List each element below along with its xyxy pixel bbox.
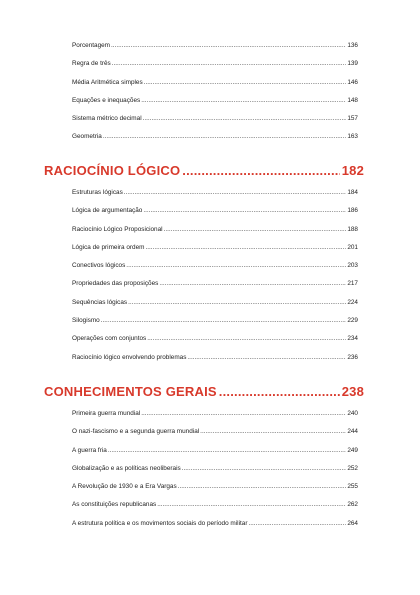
toc-entry[interactable]: [72, 184, 358, 202]
toc-entry[interactable]: [72, 55, 358, 73]
toc-block-conhecimentos: [72, 405, 358, 533]
leader-dots: [112, 55, 347, 73]
toc-entry[interactable]: [72, 496, 358, 514]
toc-entry-page: 264: [347, 519, 358, 527]
toc-entry-label: Operações com conjuntos: [72, 335, 147, 343]
toc-entry-label: Regra de três: [72, 60, 111, 68]
toc-entry[interactable]: [72, 202, 358, 220]
leader-dots: [143, 110, 347, 128]
section-title: RACIOCÍNIO LÓGICO: [44, 163, 181, 178]
toc-entry[interactable]: [72, 478, 358, 496]
toc-entry-page: 229: [347, 317, 358, 325]
toc-entry-label: Sequências lógicas: [72, 298, 128, 306]
leader-dots: [145, 239, 346, 257]
toc-entry[interactable]: [72, 257, 358, 275]
toc-entry-label: Globalização e as políticas neoliberais: [72, 464, 181, 472]
leader-dots: [141, 405, 346, 423]
toc-entry-page: 224: [347, 298, 358, 306]
section-heading-conhecimentos[interactable]: [44, 384, 364, 399]
toc-entry[interactable]: [72, 92, 358, 110]
toc-entry-label: A Revolução de 1930 e a Era Vargas: [72, 483, 177, 491]
leader-dots: [187, 349, 346, 367]
toc-block-top: [72, 37, 358, 147]
toc-entry-page: 244: [347, 428, 358, 436]
leader-dots: [147, 330, 346, 348]
section-page: 182: [341, 163, 364, 178]
toc-entry[interactable]: [72, 239, 358, 257]
toc-entry-label: A estrutura política e os movimentos sociais do período militar: [72, 519, 248, 527]
toc-entry-label: O nazi-fascismo e a segunda guerra mundial: [72, 428, 200, 436]
leader-dots: [182, 163, 339, 178]
toc-entry-label: Porcentagem: [72, 42, 111, 49]
toc-entry-page: 139: [347, 60, 358, 68]
toc-entry-page: 186: [347, 207, 358, 215]
toc-entry[interactable]: [72, 275, 358, 293]
toc-entry[interactable]: [72, 110, 358, 128]
section-heading-raciocinio[interactable]: [44, 163, 364, 178]
toc-entry-page: 262: [347, 501, 358, 509]
leader-dots: [126, 257, 346, 275]
toc-entry-label: Propriedades das proposições: [72, 280, 159, 288]
toc-block-raciocinio: [72, 184, 358, 367]
toc-entry-page: 234: [347, 335, 358, 343]
leader-dots: [108, 442, 347, 460]
toc-entry-label: Estruturas lógicas: [72, 189, 123, 196]
toc-entry-page: 217: [347, 280, 358, 288]
section-page: 238: [341, 384, 364, 399]
toc-entry-page: 146: [347, 78, 358, 86]
toc-entry-label: A guerra fria: [72, 446, 107, 454]
leader-dots: [101, 312, 347, 330]
toc-entry-label: Média Aritmética simples: [72, 78, 143, 86]
toc-entry-page: 236: [347, 353, 358, 361]
toc-entry-label: Conectivos lógicos: [72, 262, 126, 270]
toc-entry-page: 240: [347, 410, 358, 417]
leader-dots: [144, 74, 347, 92]
leader-dots: [159, 275, 346, 293]
toc-entry-label: Silogismo: [72, 317, 100, 325]
toc-entry-label: Equações e inequações: [72, 96, 141, 104]
toc-entry-label: Primeira guerra mundial: [72, 410, 141, 417]
toc-entry-label: Lógica de argumentação: [72, 207, 143, 215]
toc-entry-page: 188: [347, 225, 358, 233]
toc-entry-label: Raciocínio lógico envolvendo problemas: [72, 353, 187, 361]
toc-entry-page: 148: [347, 96, 358, 104]
toc-entry[interactable]: [72, 312, 358, 330]
section-title: CONHECIMENTOS GERAIS: [44, 384, 217, 399]
toc-entry-label: Raciocínio Lógico Proposicional: [72, 225, 163, 233]
toc-entry-page: 157: [347, 115, 358, 123]
toc-entry-page: 163: [347, 133, 358, 141]
toc-entry-label: Lógica de primeira ordem: [72, 243, 145, 251]
toc-entry-page: 255: [347, 483, 358, 491]
toc-entry-label: Geometria: [72, 133, 102, 141]
leader-dots: [164, 221, 347, 239]
toc-entry[interactable]: [72, 423, 358, 441]
toc-entry-page: 184: [347, 189, 358, 196]
leader-dots: [103, 128, 346, 146]
toc-entry[interactable]: [72, 405, 358, 423]
leader-dots: [111, 37, 346, 55]
leader-dots: [128, 294, 346, 312]
toc-entry-page: 136: [347, 42, 358, 49]
toc-entry[interactable]: [72, 349, 358, 367]
leader-dots: [200, 423, 346, 441]
leader-dots: [124, 184, 347, 202]
leader-dots: [182, 460, 347, 478]
toc-entry[interactable]: [72, 330, 358, 348]
leader-dots: [143, 202, 346, 220]
toc-entry-label: As constituições republicanas: [72, 501, 157, 509]
leader-dots: [157, 496, 346, 514]
leader-dots: [248, 515, 346, 533]
toc-entry[interactable]: [72, 515, 358, 533]
toc-entry-label: Sistema métrico decimal: [72, 115, 142, 123]
toc-entry[interactable]: [72, 294, 358, 312]
toc-entry-page: 249: [347, 446, 358, 454]
toc-entry[interactable]: [72, 460, 358, 478]
toc-entry[interactable]: [72, 37, 358, 55]
toc-entry[interactable]: [72, 442, 358, 460]
leader-dots: [141, 92, 346, 110]
toc-entry-page: 203: [347, 262, 358, 270]
toc-entry-page: 201: [347, 243, 358, 251]
toc-entry[interactable]: [72, 221, 358, 239]
toc-entry[interactable]: [72, 74, 358, 92]
leader-dots: [178, 478, 347, 496]
leader-dots: [219, 384, 340, 399]
toc-entry[interactable]: [72, 128, 358, 146]
toc-entry-page: 252: [347, 464, 358, 472]
